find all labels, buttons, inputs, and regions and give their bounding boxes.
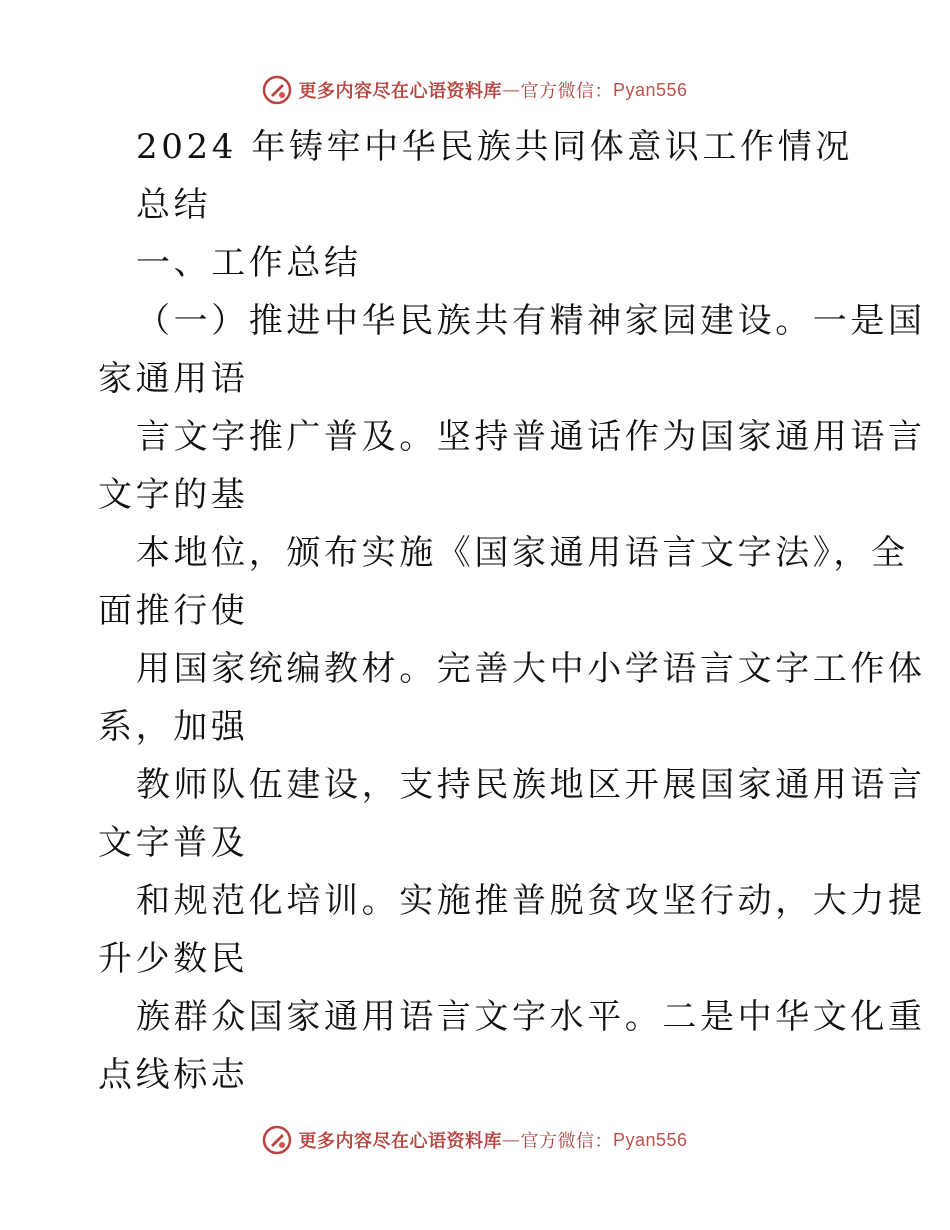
paragraph-line: 和规范化培训。实施推普脱贫攻坚行动，大力提 [136, 881, 926, 921]
document-body [98, 118, 926, 1104]
header-watermark [0, 70, 950, 110]
paragraph-line: 文字普及 [98, 823, 249, 863]
paragraph-line: 本地位，颁布实施《国家通用语言文字法》，全 [136, 533, 909, 573]
footer-watermark [0, 1120, 950, 1160]
paragraph-line: 家通用语 [98, 359, 249, 399]
paragraph-line: 文字的基 [98, 475, 249, 515]
paragraph-line: 教师队伍建设，支持民族地区开展国家通用语言 [136, 765, 926, 805]
paragraph-line: 点线标志 [98, 1055, 249, 1095]
document-title-line-1: 2024 年铸牢中华民族共同体意识工作情况 [136, 127, 853, 167]
paragraph-line: 言文字推广普及。坚持普通话作为国家通用语言 [136, 417, 926, 457]
paragraph-line: 族群众国家通用语言文字水平。二是中华文化重 [136, 997, 926, 1037]
paragraph-line: 系，加强 [98, 707, 249, 747]
paragraph-line: 用国家统编教材。完善大中小学语言文字工作体 [136, 649, 926, 689]
section-heading: 一、工作总结 [136, 243, 362, 283]
logo-icon [262, 75, 292, 105]
paragraph-line: 升少数民 [98, 939, 249, 979]
logo-icon [262, 1125, 292, 1155]
watermark-separator: — [501, 1129, 521, 1151]
paragraph-line: 面推行使 [98, 591, 249, 631]
watermark-wechat-id: Pyan556 [612, 1129, 688, 1150]
watermark-brand: 更多内容尽在心语资料库 [298, 81, 502, 102]
document-title-line-2: 总结 [136, 185, 212, 225]
watermark-separator: — [501, 79, 521, 101]
paragraph-line: （一）推进中华民族共有精神家园建设。一是国 [136, 301, 926, 341]
watermark-suffix: 官方微信： [520, 1131, 613, 1152]
watermark-suffix: 官方微信： [520, 81, 613, 102]
watermark-wechat-id: Pyan556 [612, 79, 688, 100]
watermark-brand: 更多内容尽在心语资料库 [298, 1131, 502, 1152]
